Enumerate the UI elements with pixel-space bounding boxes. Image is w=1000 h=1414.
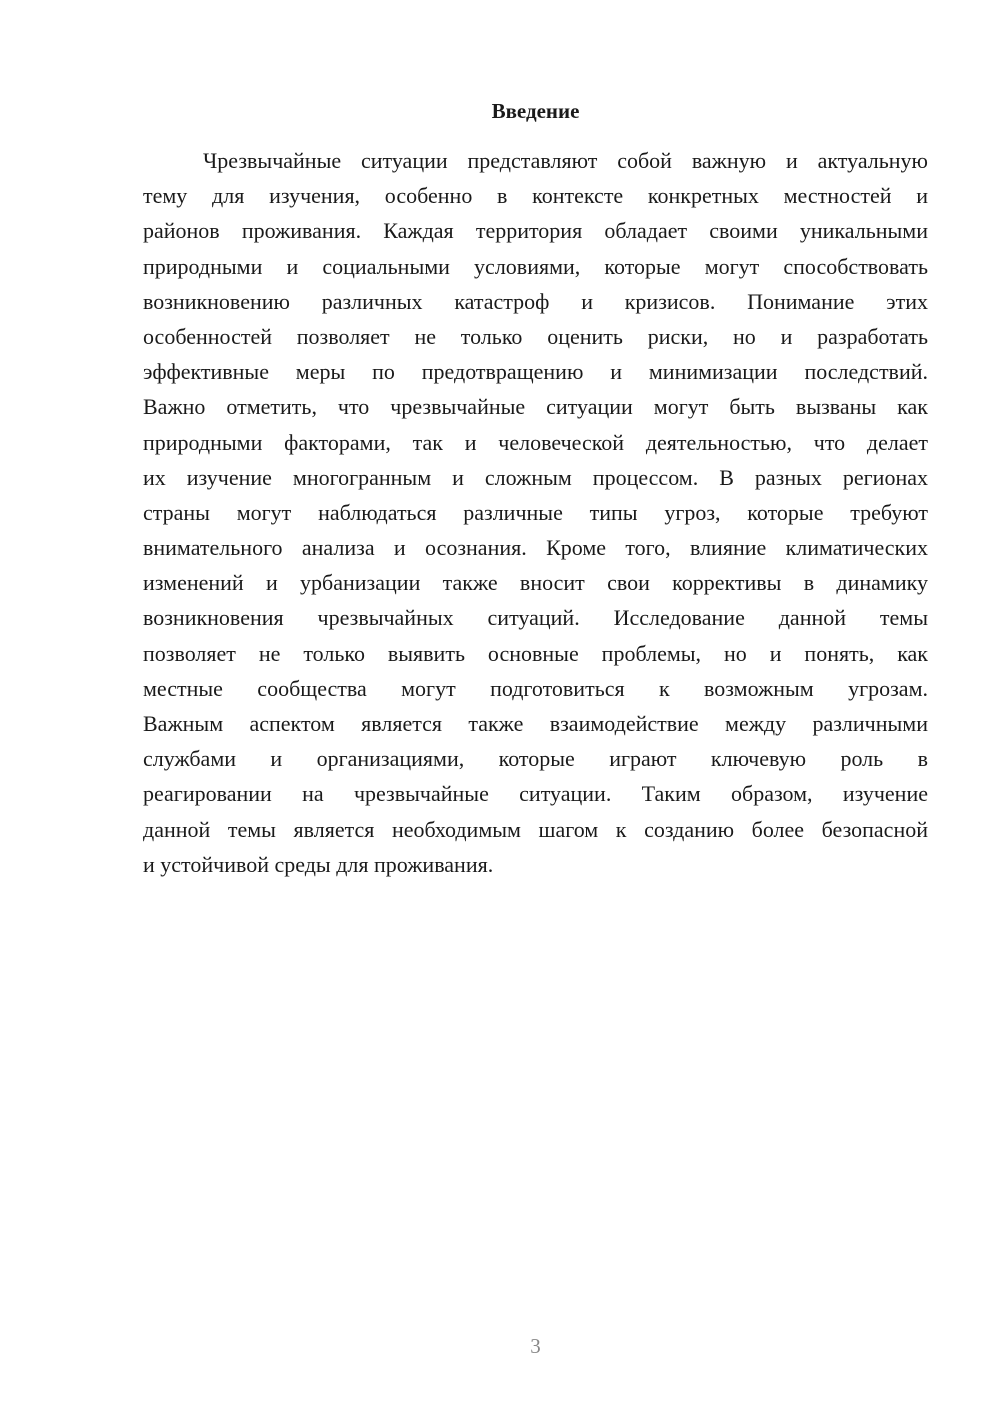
paragraph-line: позволяет не только выявить основные проблемы, но и понять, как — [143, 640, 928, 666]
paragraph-line: возникновения чрезвычайных ситуаций. Исследование данной темы — [143, 605, 928, 631]
paragraph-line: местные сообщества могут подготовиться к возможным угрозам. — [143, 675, 928, 701]
paragraph-line: изменений и урбанизации также вносит свои коррективы в динамику — [143, 570, 928, 596]
paragraph-line: эффективные меры по предотвращению и минимизации последствий. — [143, 359, 928, 385]
paragraph-line: особенностей позволяет не только оценить риски, но и разработать — [143, 323, 928, 349]
paragraph-line: данной темы является необходимым шагом к созданию более безопасной — [143, 816, 928, 842]
paragraph-line: районов проживания. Каждая территория обладает своими уникальными — [143, 218, 928, 244]
paragraph-line: реагировании на чрезвычайные ситуации. Таким образом, изучение — [143, 781, 928, 807]
paragraph-line: Чрезвычайные ситуации представляют собой важную и актуальную — [203, 148, 928, 173]
paragraph-line: Важным аспектом является также взаимодействие между различными — [143, 711, 928, 736]
paragraph-line: возникновению различных катастроф и кризисов. Понимание этих — [143, 288, 928, 314]
paragraph-line: природными факторами, так и человеческой деятельностью, что делает — [143, 429, 928, 455]
paragraph-line: страны могут наблюдаться различные типы угроз, которые требуют — [143, 499, 928, 525]
section-title: Введение — [491, 99, 580, 123]
body-paragraph — [143, 143, 928, 882]
paragraph-line: их изучение многогранным и сложным процессом. В разных регионах — [143, 464, 928, 490]
paragraph-line: Важно отметить, что чрезвычайные ситуации могут быть вызваны как — [143, 394, 928, 420]
page-number: 3 — [530, 1334, 541, 1358]
paragraph-line: службами и организациями, которые играют ключевую роль в — [143, 746, 928, 772]
paragraph-line: тему для изучения, особенно в контексте конкретных местностей и — [143, 183, 928, 209]
paragraph-line: природными и социальными условиями, которые могут способствовать — [143, 253, 928, 279]
paragraph-line: и устойчивой среды для проживания. — [143, 851, 494, 877]
paragraph-line: внимательного анализа и осознания. Кроме того, влияние климатических — [143, 535, 928, 561]
